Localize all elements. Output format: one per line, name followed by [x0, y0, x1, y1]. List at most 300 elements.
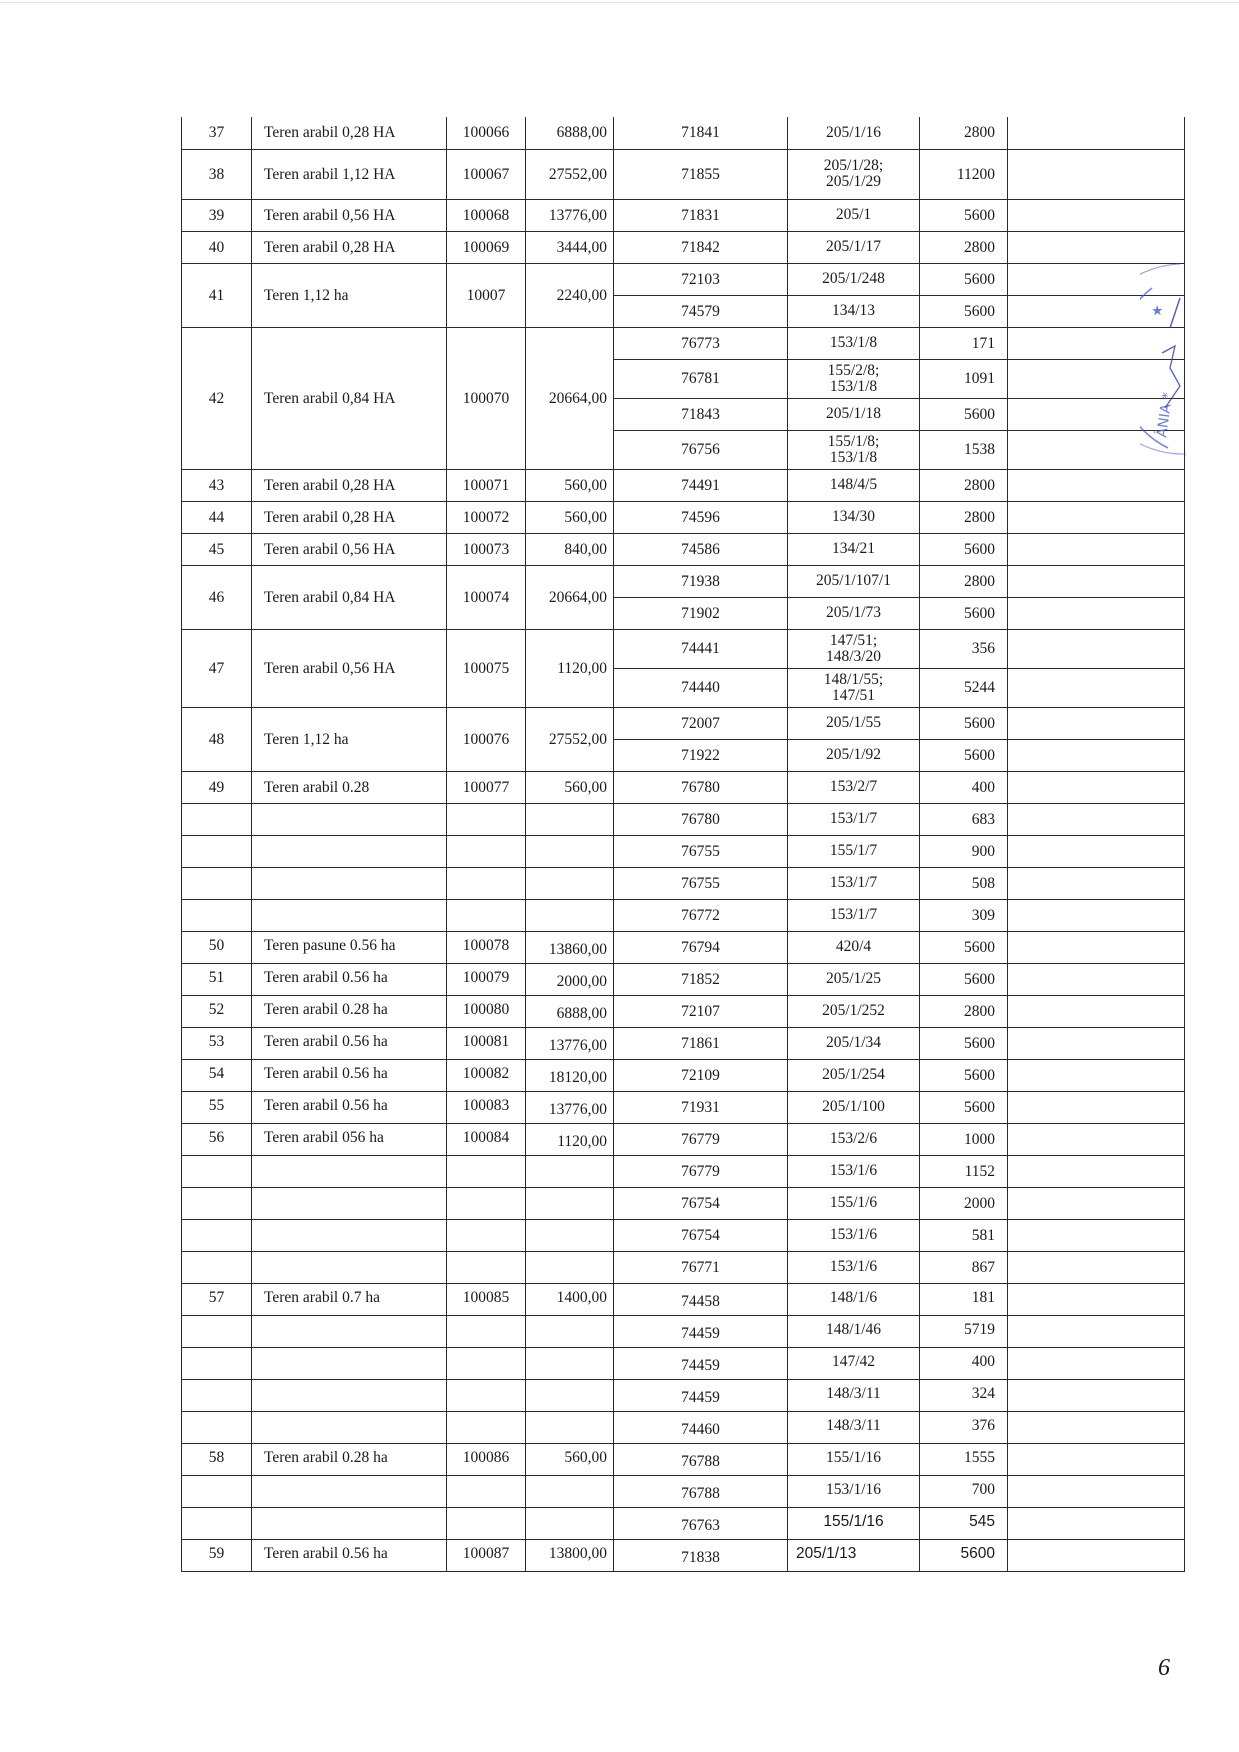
table-row	[182, 1027, 1185, 1059]
inventory-number-cell	[447, 803, 526, 835]
row-number-cell	[182, 1251, 252, 1283]
value-cell: 27552,00	[526, 707, 614, 771]
area-sqm-cell: 2800	[920, 469, 1008, 501]
table-row	[182, 995, 1185, 1027]
description-cell: Teren arabil 0.56 ha	[252, 963, 447, 995]
value-cell	[526, 835, 614, 867]
row-number-cell	[182, 835, 252, 867]
description-cell: Teren arabil 0.56 ha	[252, 1539, 447, 1571]
observations-cell	[1008, 597, 1185, 629]
value-cell: 560,00	[526, 1443, 614, 1475]
table-row	[182, 835, 1185, 867]
table-row	[182, 899, 1185, 931]
scan-edge-line	[0, 2, 1239, 3]
description-cell: Teren 1,12 ha	[252, 707, 447, 771]
table-row	[182, 867, 1185, 899]
area-sqm-cell: 376	[920, 1411, 1008, 1443]
land-book-number-cell: 74596	[614, 501, 788, 533]
land-book-number-cell: 76756	[614, 430, 788, 469]
row-number-cell: 39	[182, 199, 252, 231]
observations-cell	[1008, 1507, 1185, 1539]
value-cell: 20664,00	[526, 327, 614, 469]
table-row	[182, 1507, 1185, 1539]
land-book-number-cell: 72109	[614, 1059, 788, 1091]
area-sqm-cell: 683	[920, 803, 1008, 835]
description-cell	[252, 1219, 447, 1251]
official-stamp-seal	[1140, 258, 1239, 458]
area-sqm-cell: 545	[920, 1507, 1008, 1539]
area-sqm-cell: 1555	[920, 1443, 1008, 1475]
inventory-number-cell	[447, 1411, 526, 1443]
land-book-number-cell: 76773	[614, 327, 788, 359]
inventory-number-cell	[447, 1155, 526, 1187]
row-number-cell	[182, 867, 252, 899]
row-number-cell: 37	[182, 117, 252, 149]
cadastral-number-cell: 205/1/28; 205/1/29	[788, 149, 920, 199]
inventory-number-cell: 100082	[447, 1059, 526, 1091]
description-cell: Teren arabil 0.56 ha	[252, 1091, 447, 1123]
observations-cell	[1008, 1123, 1185, 1155]
table-row	[182, 565, 1185, 597]
land-book-number-cell: 72007	[614, 707, 788, 739]
land-book-number-cell: 76754	[614, 1187, 788, 1219]
table-row	[182, 199, 1185, 231]
cadastral-number-cell: 148/1/46	[788, 1315, 920, 1347]
area-sqm-cell: 5719	[920, 1315, 1008, 1347]
area-sqm-cell: 5600	[920, 707, 1008, 739]
value-cell	[526, 1155, 614, 1187]
description-cell: Teren 1,12 ha	[252, 263, 447, 327]
land-book-number-cell: 71842	[614, 231, 788, 263]
value-cell	[526, 1187, 614, 1219]
cadastral-number-cell: 153/1/7	[788, 803, 920, 835]
area-sqm-cell: 5600	[920, 597, 1008, 629]
observations-cell	[1008, 117, 1185, 149]
row-number-cell: 56	[182, 1123, 252, 1155]
row-number-cell: 52	[182, 995, 252, 1027]
cadastral-number-cell: 147/42	[788, 1347, 920, 1379]
observations-cell	[1008, 1475, 1185, 1507]
description-cell: Teren arabil 0.28	[252, 771, 447, 803]
row-number-cell: 46	[182, 565, 252, 629]
row-number-cell: 42	[182, 327, 252, 469]
area-sqm-cell: 181	[920, 1283, 1008, 1315]
area-sqm-cell: 171	[920, 327, 1008, 359]
area-sqm-cell: 11200	[920, 149, 1008, 199]
table-row	[182, 1283, 1185, 1315]
land-book-number-cell: 76771	[614, 1251, 788, 1283]
inventory-number-cell	[447, 1379, 526, 1411]
table-row	[182, 1539, 1185, 1571]
value-cell: 2000,00	[526, 963, 614, 995]
cadastral-number-cell: 148/3/11	[788, 1411, 920, 1443]
description-cell	[252, 1155, 447, 1187]
description-cell: Teren arabil 0.56 ha	[252, 1027, 447, 1059]
table-row	[182, 1155, 1185, 1187]
cadastral-number-cell: 153/1/7	[788, 867, 920, 899]
land-book-number-cell: 74440	[614, 668, 788, 707]
table-row	[182, 149, 1185, 199]
description-cell: Teren arabil 0,56 HA	[252, 199, 447, 231]
observations-cell	[1008, 1347, 1185, 1379]
value-cell: 560,00	[526, 501, 614, 533]
description-cell	[252, 803, 447, 835]
inventory-number-cell: 100067	[447, 149, 526, 199]
land-book-number-cell: 74459	[614, 1347, 788, 1379]
description-cell: Teren arabil 0,28 HA	[252, 231, 447, 263]
row-number-cell: 43	[182, 469, 252, 501]
cadastral-number-cell: 155/1/6	[788, 1187, 920, 1219]
land-book-number-cell: 76763	[614, 1507, 788, 1539]
cadastral-number-cell: 153/1/8	[788, 327, 920, 359]
area-sqm-cell: 5600	[920, 533, 1008, 565]
table-row	[182, 263, 1185, 295]
value-cell: 560,00	[526, 771, 614, 803]
observations-cell	[1008, 899, 1185, 931]
description-cell	[252, 899, 447, 931]
inventory-number-cell: 100071	[447, 469, 526, 501]
description-cell: Teren arabil 1,12 HA	[252, 149, 447, 199]
observations-cell	[1008, 771, 1185, 803]
inventory-number-cell: 100078	[447, 931, 526, 963]
page-number: 6	[1158, 1655, 1170, 1681]
cadastral-number-cell: 205/1/92	[788, 739, 920, 771]
cadastral-number-cell: 153/1/7	[788, 899, 920, 931]
description-cell: Teren arabil 0.28 ha	[252, 995, 447, 1027]
table-row	[182, 117, 1185, 149]
description-cell	[252, 1347, 447, 1379]
area-sqm-cell: 2800	[920, 117, 1008, 149]
table-row	[182, 1347, 1185, 1379]
land-book-number-cell: 72103	[614, 263, 788, 295]
observations-cell	[1008, 995, 1185, 1027]
inventory-number-cell	[447, 1187, 526, 1219]
area-sqm-cell: 5600	[920, 1091, 1008, 1123]
inventory-number-cell: 100086	[447, 1443, 526, 1475]
area-sqm-cell: 700	[920, 1475, 1008, 1507]
row-number-cell: 50	[182, 931, 252, 963]
description-cell	[252, 867, 447, 899]
area-sqm-cell: 508	[920, 867, 1008, 899]
observations-cell	[1008, 1091, 1185, 1123]
cadastral-number-cell: 205/1	[788, 199, 920, 231]
observations-cell	[1008, 1219, 1185, 1251]
observations-cell	[1008, 1315, 1185, 1347]
value-cell: 13776,00	[526, 1027, 614, 1059]
value-cell: 13800,00	[526, 1539, 614, 1571]
row-number-cell	[182, 1411, 252, 1443]
row-number-cell: 53	[182, 1027, 252, 1059]
inventory-number-cell: 100074	[447, 565, 526, 629]
cadastral-number-cell: 153/1/6	[788, 1251, 920, 1283]
area-sqm-cell: 2800	[920, 501, 1008, 533]
area-sqm-cell: 1152	[920, 1155, 1008, 1187]
observations-cell	[1008, 835, 1185, 867]
value-cell: 560,00	[526, 469, 614, 501]
land-book-number-cell: 74459	[614, 1379, 788, 1411]
description-cell: Teren arabil 0,28 HA	[252, 117, 447, 149]
value-cell: 3444,00	[526, 231, 614, 263]
inventory-number-cell: 100075	[447, 629, 526, 707]
area-sqm-cell: 5244	[920, 668, 1008, 707]
value-cell: 13776,00	[526, 199, 614, 231]
value-cell	[526, 1219, 614, 1251]
cadastral-number-cell: 420/4	[788, 931, 920, 963]
area-sqm-cell: 5600	[920, 263, 1008, 295]
cadastral-number-cell: 205/1/18	[788, 398, 920, 430]
cadastral-number-cell: 205/1/16	[788, 117, 920, 149]
cadastral-number-cell: 205/1/25	[788, 963, 920, 995]
land-book-number-cell: 71852	[614, 963, 788, 995]
table-row	[182, 1059, 1185, 1091]
observations-cell	[1008, 629, 1185, 668]
observations-cell	[1008, 1443, 1185, 1475]
observations-cell	[1008, 1187, 1185, 1219]
observations-cell	[1008, 963, 1185, 995]
observations-cell	[1008, 739, 1185, 771]
observations-cell	[1008, 1539, 1185, 1571]
value-cell: 18120,00	[526, 1059, 614, 1091]
value-cell: 1120,00	[526, 629, 614, 707]
land-book-number-cell: 71902	[614, 597, 788, 629]
land-book-number-cell: 76772	[614, 899, 788, 931]
description-cell	[252, 1507, 447, 1539]
description-cell: Teren arabil 0,84 HA	[252, 565, 447, 629]
land-book-number-cell: 71931	[614, 1091, 788, 1123]
area-sqm-cell: 2000	[920, 1187, 1008, 1219]
observations-cell	[1008, 668, 1185, 707]
table-row	[182, 771, 1185, 803]
observations-cell	[1008, 533, 1185, 565]
land-book-number-cell: 76794	[614, 931, 788, 963]
row-number-cell	[182, 1507, 252, 1539]
observations-cell	[1008, 1411, 1185, 1443]
row-number-cell: 59	[182, 1539, 252, 1571]
row-number-cell: 41	[182, 263, 252, 327]
land-book-number-cell: 74441	[614, 629, 788, 668]
table-row	[182, 1475, 1185, 1507]
value-cell: 840,00	[526, 533, 614, 565]
inventory-number-cell	[447, 899, 526, 931]
cadastral-number-cell: 134/21	[788, 533, 920, 565]
cadastral-number-cell: 147/51; 148/3/20	[788, 629, 920, 668]
land-book-number-cell: 71855	[614, 149, 788, 199]
svg-text:ÂNIA *: ÂNIA *	[1154, 391, 1177, 439]
observations-cell	[1008, 867, 1185, 899]
cadastral-number-cell: 153/2/7	[788, 771, 920, 803]
description-cell	[252, 1315, 447, 1347]
table-row	[182, 501, 1185, 533]
row-number-cell	[182, 1155, 252, 1187]
observations-cell	[1008, 931, 1185, 963]
observations-cell	[1008, 149, 1185, 199]
land-book-number-cell: 76780	[614, 803, 788, 835]
inventory-number-cell: 100085	[447, 1283, 526, 1315]
value-cell	[526, 1347, 614, 1379]
value-cell	[526, 1251, 614, 1283]
table-row	[182, 1187, 1185, 1219]
table-row	[182, 533, 1185, 565]
cadastral-number-cell: 205/1/100	[788, 1091, 920, 1123]
value-cell: 27552,00	[526, 149, 614, 199]
land-book-number-cell: 71838	[614, 1539, 788, 1571]
table-row	[182, 1251, 1185, 1283]
land-book-number-cell: 74459	[614, 1315, 788, 1347]
inventory-number-cell: 100072	[447, 501, 526, 533]
land-book-number-cell: 76779	[614, 1155, 788, 1187]
inventory-number-cell	[447, 1251, 526, 1283]
value-cell	[526, 1475, 614, 1507]
row-number-cell	[182, 1187, 252, 1219]
cadastral-number-cell: 153/1/6	[788, 1219, 920, 1251]
land-book-number-cell: 72107	[614, 995, 788, 1027]
inventory-number-cell	[447, 1507, 526, 1539]
row-number-cell	[182, 899, 252, 931]
description-cell	[252, 1411, 447, 1443]
cadastral-number-cell: 155/1/16	[788, 1507, 920, 1539]
inventory-number-cell	[447, 1315, 526, 1347]
inventory-number-cell: 10007	[447, 263, 526, 327]
cadastral-number-cell: 155/1/7	[788, 835, 920, 867]
cadastral-number-cell: 148/4/5	[788, 469, 920, 501]
land-book-number-cell: 76788	[614, 1443, 788, 1475]
table-row	[182, 1379, 1185, 1411]
inventory-number-cell	[447, 1219, 526, 1251]
table-row	[182, 963, 1185, 995]
land-book-number-cell: 71938	[614, 565, 788, 597]
description-cell: Teren arabil 0.56 ha	[252, 1059, 447, 1091]
value-cell: 6888,00	[526, 995, 614, 1027]
area-sqm-cell: 309	[920, 899, 1008, 931]
area-sqm-cell: 1091	[920, 359, 1008, 398]
land-book-number-cell: 71831	[614, 199, 788, 231]
cadastral-number-cell: 205/1/55	[788, 707, 920, 739]
cadastral-number-cell: 205/1/17	[788, 231, 920, 263]
area-sqm-cell: 5600	[920, 398, 1008, 430]
row-number-cell: 44	[182, 501, 252, 533]
land-book-number-cell: 76755	[614, 835, 788, 867]
description-cell	[252, 1475, 447, 1507]
row-number-cell	[182, 1347, 252, 1379]
cadastral-number-cell: 134/13	[788, 295, 920, 327]
row-number-cell: 55	[182, 1091, 252, 1123]
row-number-cell	[182, 1475, 252, 1507]
land-book-number-cell: 74586	[614, 533, 788, 565]
cadastral-number-cell: 153/1/16	[788, 1475, 920, 1507]
table-row	[182, 1123, 1185, 1155]
land-book-number-cell: 74458	[614, 1283, 788, 1315]
land-registry-table	[181, 117, 1185, 1572]
land-book-number-cell: 71922	[614, 739, 788, 771]
inventory-number-cell: 100077	[447, 771, 526, 803]
observations-cell	[1008, 1155, 1185, 1187]
area-sqm-cell: 400	[920, 771, 1008, 803]
observations-cell	[1008, 1251, 1185, 1283]
cadastral-number-cell: 155/2/8; 153/1/8	[788, 359, 920, 398]
table-row	[182, 1411, 1185, 1443]
row-number-cell: 45	[182, 533, 252, 565]
land-book-number-cell: 74460	[614, 1411, 788, 1443]
cadastral-number-cell: 205/1/254	[788, 1059, 920, 1091]
observations-cell	[1008, 199, 1185, 231]
area-sqm-cell: 324	[920, 1379, 1008, 1411]
inventory-number-cell: 100084	[447, 1123, 526, 1155]
observations-cell	[1008, 707, 1185, 739]
table-row	[182, 469, 1185, 501]
cadastral-number-cell: 153/1/6	[788, 1155, 920, 1187]
cadastral-number-cell: 205/1/73	[788, 597, 920, 629]
land-book-number-cell: 76755	[614, 867, 788, 899]
table-row	[182, 629, 1185, 668]
land-book-number-cell: 76781	[614, 359, 788, 398]
inventory-number-cell: 100068	[447, 199, 526, 231]
land-book-number-cell: 71841	[614, 117, 788, 149]
table-row	[182, 707, 1185, 739]
table-row	[182, 1443, 1185, 1475]
value-cell	[526, 867, 614, 899]
description-cell: Teren arabil 0,28 HA	[252, 469, 447, 501]
cadastral-number-cell: 155/1/16	[788, 1443, 920, 1475]
value-cell: 20664,00	[526, 565, 614, 629]
cadastral-number-cell: 205/1/248	[788, 263, 920, 295]
row-number-cell	[182, 1219, 252, 1251]
value-cell: 13860,00	[526, 931, 614, 963]
land-book-number-cell: 76788	[614, 1475, 788, 1507]
table-row	[182, 931, 1185, 963]
table-row	[182, 1315, 1185, 1347]
cadastral-number-cell: 205/1/34	[788, 1027, 920, 1059]
cadastral-number-cell: 205/1/13	[788, 1539, 920, 1571]
svg-text:★: ★	[1148, 302, 1168, 320]
table-row	[182, 231, 1185, 263]
inventory-number-cell: 100073	[447, 533, 526, 565]
description-cell: Teren arabil 0,56 HA	[252, 533, 447, 565]
value-cell	[526, 1507, 614, 1539]
land-book-number-cell: 76779	[614, 1123, 788, 1155]
row-number-cell: 58	[182, 1443, 252, 1475]
description-cell: Teren arabil 0.7 ha	[252, 1283, 447, 1315]
value-cell: 1400,00	[526, 1283, 614, 1315]
inventory-number-cell: 100083	[447, 1091, 526, 1123]
land-book-number-cell: 71861	[614, 1027, 788, 1059]
description-cell	[252, 1251, 447, 1283]
description-cell	[252, 835, 447, 867]
land-book-number-cell: 74579	[614, 295, 788, 327]
inventory-number-cell: 100080	[447, 995, 526, 1027]
inventory-number-cell	[447, 1347, 526, 1379]
cadastral-number-cell: 148/1/6	[788, 1283, 920, 1315]
area-sqm-cell: 1538	[920, 430, 1008, 469]
inventory-number-cell: 100079	[447, 963, 526, 995]
area-sqm-cell: 5600	[920, 1059, 1008, 1091]
inventory-number-cell: 100087	[447, 1539, 526, 1571]
area-sqm-cell: 1000	[920, 1123, 1008, 1155]
area-sqm-cell: 5600	[920, 1539, 1008, 1571]
area-sqm-cell: 581	[920, 1219, 1008, 1251]
table-row	[182, 327, 1185, 359]
row-number-cell: 40	[182, 231, 252, 263]
cadastral-number-cell: 148/3/11	[788, 1379, 920, 1411]
observations-cell	[1008, 1379, 1185, 1411]
area-sqm-cell: 5600	[920, 963, 1008, 995]
description-cell: Teren arabil 0,56 HA	[252, 629, 447, 707]
cadastral-number-cell: 205/1/252	[788, 995, 920, 1027]
area-sqm-cell: 2800	[920, 231, 1008, 263]
area-sqm-cell: 5600	[920, 199, 1008, 231]
inventory-number-cell: 100066	[447, 117, 526, 149]
row-number-cell: 54	[182, 1059, 252, 1091]
area-sqm-cell: 2800	[920, 565, 1008, 597]
